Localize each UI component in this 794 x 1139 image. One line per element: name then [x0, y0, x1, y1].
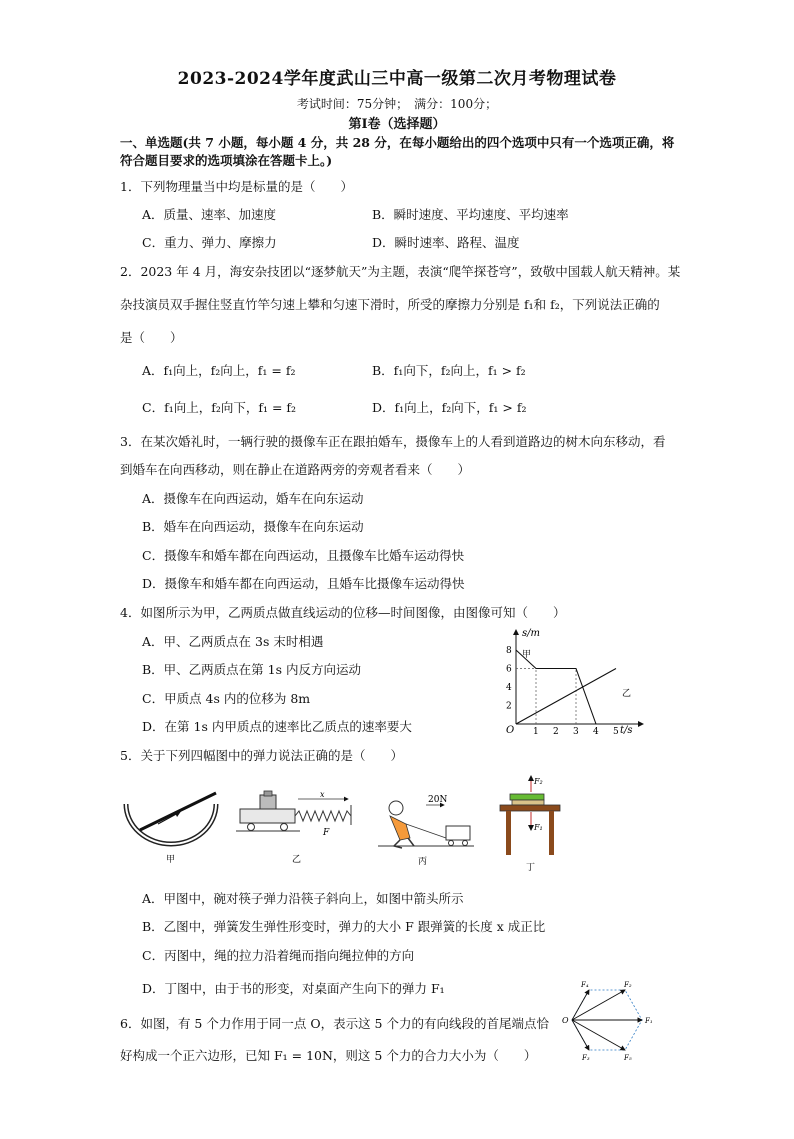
q6-hexagon-figure — [562, 978, 658, 1062]
instructions-line-2: 符合题目要求的选项填涂在答题卡上。) — [120, 153, 333, 168]
exam-meta: 考试时间：75分钟； 满分：100分； — [296, 97, 498, 111]
q2-stem-line-1: 2．2023 年 4 月，海安杂技团以“逐梦航天”为主题，表演“爬竿探苍穹”，致敬中国载人航天精神。某 — [120, 264, 681, 279]
q5-option-a: A．甲图中，碗对筷子弹力沿筷子斜向上，如图中箭头所示 — [142, 891, 464, 906]
q4-option-c: C．甲质点 4s 内的位移为 8m — [142, 691, 311, 706]
rope — [406, 824, 446, 838]
x-tick-label: 1 — [533, 727, 539, 736]
f2-arrow-icon — [572, 990, 625, 1020]
q5-stem: 5．关于下列四幅图中的弹力说法正确的是（ ） — [120, 748, 403, 763]
f2-label: F₂ — [534, 777, 543, 786]
q3-option-b: B．婚车在向西运动，摄像车在向东运动 — [142, 519, 364, 534]
f2-label: F₂ — [624, 981, 632, 989]
q6-stem-line-2: 好构成一个正六边形，已知 F₁ = 10N，则这 5 个力的合力大小为（ ） — [120, 1048, 537, 1063]
section-title: 第Ⅰ卷（选择题） — [348, 117, 446, 132]
origin-label: O — [506, 725, 515, 736]
weight — [260, 795, 276, 809]
f5-label: F₅ — [624, 1054, 632, 1062]
q2-option-d: D．f₁向上，f₂向下，f₁ > f₂ — [372, 400, 527, 415]
figure-ding-label: 丁 — [526, 863, 536, 873]
q2-stem-line-3: 是（ ） — [120, 330, 183, 345]
f5-arrow-icon — [572, 1020, 625, 1050]
x-label: x — [320, 790, 325, 799]
figure-jia-label: 甲 — [166, 855, 176, 865]
figure-bing-label: 丙 — [418, 857, 428, 867]
q4-option-b: B．甲、乙两质点在第 1s 内反方向运动 — [142, 662, 362, 677]
q1-stem: 1．下列物理量当中均是标量的是（ ） — [120, 179, 353, 194]
force-20n-label: 20N — [428, 795, 448, 805]
book — [510, 794, 544, 800]
x-tick-label: 4 — [593, 727, 599, 736]
person-body — [390, 816, 410, 840]
y-tick-label: 6 — [506, 664, 512, 675]
f-label: F — [323, 828, 330, 838]
q5-figure-yi — [236, 790, 361, 874]
f1-label: F₁ — [534, 823, 543, 832]
chopstick — [140, 793, 216, 830]
q3-option-c: C．摄像车和婚车都在向西运动，且摄像车比婚车运动得快 — [142, 548, 465, 563]
o-label: O — [562, 1016, 569, 1025]
q2-option-c: C．f₁向上，f₂向下，f₁ = f₂ — [142, 400, 297, 415]
table-top — [500, 805, 560, 811]
q3-stem-line-1: 3．在某次婚礼时，一辆行驶的摄像车正在跟拍婚车，摄像车上的人看到道路边的树木向东移动，看 — [120, 434, 666, 449]
q2-stem-line-2: 杂技演员双手握住竖直竹竿匀速上攀和匀速下滑时，所受的摩擦力分别是 f₁和 f₂，下列说法正确的 — [120, 297, 660, 312]
q5-figure-ding — [496, 772, 566, 876]
box — [446, 826, 470, 840]
q5-figure-bing — [376, 786, 476, 876]
q4-st-graph — [500, 624, 650, 736]
q2-option-a: A．f₁向上，f₂向上，f₁ = f₂ — [142, 363, 296, 378]
y-axis-label: s/m — [522, 628, 540, 639]
person-head — [389, 801, 403, 815]
series-line-yi — [516, 669, 616, 725]
q2-option-b: B．f₁向下，f₂向上，f₁ > f₂ — [372, 363, 526, 378]
f1-label: F₁ — [645, 1017, 653, 1025]
q3-stem-line-2: 到婚车在向西移动，则在静止在道路两旁的旁观者看来（ ） — [120, 462, 471, 477]
q5-option-c: C．丙图中，绳的拉力沿着绳而指向绳拉伸的方向 — [142, 948, 415, 963]
q5-option-b: B．乙图中，弹簧发生弹性形变时，弹力的大小 F 跟弹簧的长度 x 成正比 — [142, 919, 546, 934]
figure-yi-label: 乙 — [292, 855, 302, 865]
x-tick-label: 2 — [553, 727, 559, 736]
f3-label: F₃ — [582, 1054, 590, 1062]
series-jia-label: 甲 — [522, 650, 532, 660]
x-axis-label: t/s — [620, 725, 633, 736]
q1-option-a: A．质量、速率、加速度 — [142, 207, 277, 222]
exam-title: 2023-2024学年度武山三中高一级第二次月考物理试卷 — [177, 69, 617, 89]
spring — [295, 811, 351, 821]
f4-label: F₄ — [581, 981, 589, 989]
x-tick-label: 5 — [613, 727, 619, 736]
cart — [240, 809, 295, 823]
q4-stem: 4．如图所示为甲，乙两质点做直线运动的位移—时间图像，由图像可知（ ） — [120, 605, 566, 620]
q1-option-d: D．瞬时速率、路程、温度 — [372, 235, 520, 250]
q1-option-b: B．瞬时速度、平均速度、平均速率 — [372, 207, 569, 222]
series-line-jia — [516, 650, 596, 724]
q3-option-d: D．摄像车和婚车都在向西运动，且婚车比摄像车运动得快 — [142, 576, 465, 591]
y-tick-label: 2 — [506, 701, 512, 712]
y-tick-label: 8 — [506, 646, 512, 656]
bowl — [126, 804, 216, 844]
instructions-line-1: 一、单选题(共 7 小题，每小题 4 分，共 28 分，在每小题给出的四个选项中只有一个选项正确，将 — [120, 135, 675, 150]
q1-option-c: C．重力、弹力、摩擦力 — [142, 235, 277, 250]
q6-stem-line-1: 6．如图，有 5 个力作用于同一点 O，表示这 5 个力的有向线段的首尾端点恰 — [120, 1016, 549, 1031]
x-tick-label: 3 — [573, 727, 579, 736]
q5-figure-jia — [118, 788, 223, 868]
q5-option-d: D．丁图中，由于书的形变，对桌面产生向下的弹力 F₁ — [142, 981, 445, 996]
y-tick-label: 4 — [506, 683, 512, 693]
series-yi-label: 乙 — [622, 689, 632, 699]
q3-option-a: A．摄像车在向西运动，婚车在向东运动 — [142, 491, 364, 506]
q4-option-a: A．甲、乙两质点在 3s 末时相遇 — [142, 634, 324, 649]
q4-option-d: D．在第 1s 内甲质点的速率比乙质点的速率要大 — [142, 719, 412, 734]
